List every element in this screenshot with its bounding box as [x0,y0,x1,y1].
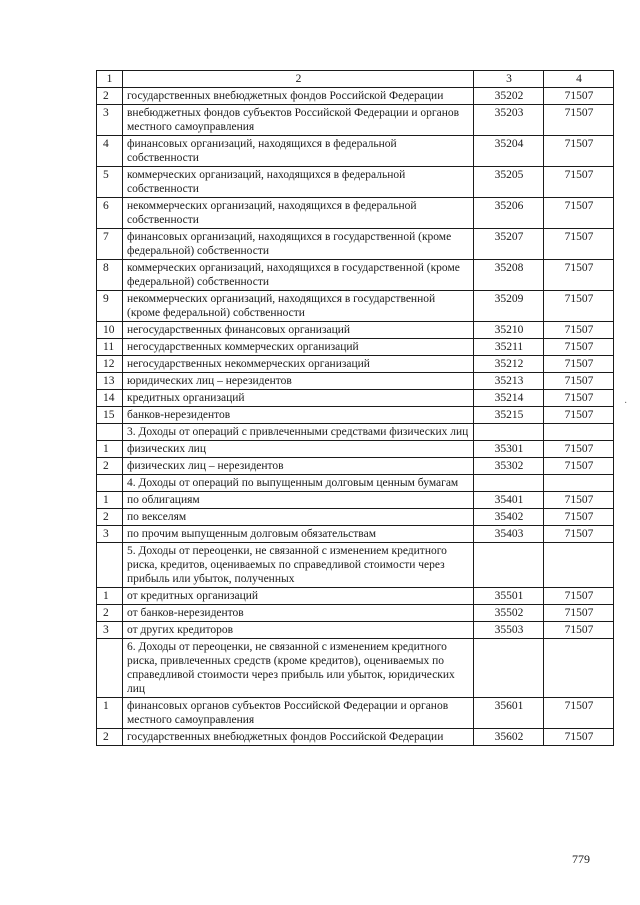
accounts-table-body [97,71,614,746]
row-account: 71507 [544,198,614,229]
row-description: по прочим выпущенным долговым обязательствам [123,526,474,543]
row-code: 35601 [474,698,544,729]
row-number: 10 [97,322,123,339]
row-description: 6. Доходы от переоценки, не связанной с изменением кредитного риска, привлеченных средств (кроме кредитов), оцениваемых по справедливой стоимости через прибыль или убыток, юридических лиц [123,639,474,698]
row-code [474,475,544,492]
row-code: 35401 [474,492,544,509]
row-number: 3 [97,622,123,639]
row-number: 1 [97,441,123,458]
row-number: 11 [97,339,123,356]
header-col-1: 1 [97,71,123,88]
row-account: 71507 [544,88,614,105]
table-row [97,441,614,458]
row-description: физических лиц – нерезидентов [123,458,474,475]
row-description: финансовых организаций, находящихся в федеральной собственности [123,136,474,167]
row-code [474,543,544,588]
row-number: 15 [97,407,123,424]
row-number: 1 [97,588,123,605]
row-code: 35215 [474,407,544,424]
row-account: 71507 [544,526,614,543]
row-description: 5. Доходы от переоценки, не связанной с изменением кредитного риска, кредитов, оцениваемых по справедливой стоимости через прибыль или убыток, полученных [123,543,474,588]
row-number: 14 [97,390,123,407]
row-description: кредитных организаций [123,390,474,407]
table-row [97,260,614,291]
row-number: 12 [97,356,123,373]
row-description: по облигациям [123,492,474,509]
table-row [97,622,614,639]
row-account: 71507 [544,441,614,458]
row-number [97,475,123,492]
row-code: 35403 [474,526,544,543]
section-heading-row [97,639,614,698]
table-row [97,492,614,509]
row-account: 71507 [544,229,614,260]
row-code: 35213 [474,373,544,390]
row-account: 71507 [544,390,614,407]
row-number: 3 [97,105,123,136]
row-code: 35602 [474,729,544,746]
row-account: 71507 [544,407,614,424]
row-description: от других кредиторов [123,622,474,639]
row-code: 35209 [474,291,544,322]
row-account [544,475,614,492]
row-account: 71507 [544,105,614,136]
row-code: 35204 [474,136,544,167]
row-number: 7 [97,229,123,260]
table-row [97,698,614,729]
row-description: коммерческих организаций, находящихся в федеральной собственности [123,167,474,198]
row-code: 35301 [474,441,544,458]
table-row [97,509,614,526]
row-description: коммерческих организаций, находящихся в государственной (кроме федеральной) собственности [123,260,474,291]
row-description: некоммерческих организаций, находящихся в федеральной собственности [123,198,474,229]
table-row [97,339,614,356]
table-row [97,291,614,322]
row-number: 9 [97,291,123,322]
section-heading-row [97,475,614,492]
table-row [97,526,614,543]
row-description: негосударственных финансовых организаций [123,322,474,339]
row-account: 71507 [544,492,614,509]
row-number: 6 [97,198,123,229]
row-number: 8 [97,260,123,291]
row-description: 4. Доходы от операций по выпущенным долговым ценным бумагам [123,475,474,492]
row-number: 3 [97,526,123,543]
table-row [97,88,614,105]
row-code: 35207 [474,229,544,260]
table-row [97,322,614,339]
row-number: 2 [97,509,123,526]
row-description: 3. Доходы от операций с привлеченными средствами физических лиц [123,424,474,441]
row-number [97,424,123,441]
row-account: 71507 [544,698,614,729]
row-description: по векселям [123,509,474,526]
row-account [544,543,614,588]
row-code: 35206 [474,198,544,229]
row-description: от банков-нерезидентов [123,605,474,622]
row-description: финансовых организаций, находящихся в государственной (кроме федеральной) собственности [123,229,474,260]
accounts-table [96,70,614,746]
row-account: 71507 [544,622,614,639]
row-number: 2 [97,458,123,475]
row-description: от кредитных организаций [123,588,474,605]
row-description: государственных внебюджетных фондов Российской Федерации [123,729,474,746]
row-number: 1 [97,698,123,729]
row-code: 35202 [474,88,544,105]
table-row [97,136,614,167]
row-code [474,639,544,698]
row-account: 71507 [544,356,614,373]
row-number: 4 [97,136,123,167]
table-row [97,229,614,260]
section-heading-row [97,424,614,441]
row-description: финансовых органов субъектов Российской Федерации и органов местного самоуправления [123,698,474,729]
row-code: 35214 [474,390,544,407]
header-row [97,71,614,88]
header-col-2: 2 [123,71,474,88]
row-description: внебюджетных фондов субъектов Российской Федерации и органов местного самоуправления [123,105,474,136]
row-account: 71507 [544,339,614,356]
row-account: 71507 [544,260,614,291]
row-code: 35211 [474,339,544,356]
row-account: 71507 [544,291,614,322]
row-account: 71507 [544,588,614,605]
row-code: 35402 [474,509,544,526]
row-code: 35208 [474,260,544,291]
row-number: 2 [97,605,123,622]
row-description: юридических лиц – нерезидентов [123,373,474,390]
row-account: 71507 [544,322,614,339]
row-account: 71507 [544,136,614,167]
table-row [97,390,614,407]
row-description: негосударственных некоммерческих организаций [123,356,474,373]
table-row [97,356,614,373]
row-account [544,424,614,441]
row-account: 71507 [544,458,614,475]
row-code: 35205 [474,167,544,198]
row-account: 71507 [544,605,614,622]
row-number: 5 [97,167,123,198]
row-account [544,639,614,698]
row-description: государственных внебюджетных фондов Российской Федерации [123,88,474,105]
table-row [97,605,614,622]
section-heading-row [97,543,614,588]
margin-mark: · [624,398,628,409]
header-col-3: 3 [474,71,544,88]
table-row [97,588,614,605]
table-row [97,105,614,136]
row-code: 35302 [474,458,544,475]
table-row [97,373,614,390]
row-description: негосударственных коммерческих организаций [123,339,474,356]
table-row [97,198,614,229]
row-code: 35210 [474,322,544,339]
row-number: 13 [97,373,123,390]
row-number [97,639,123,698]
row-number: 2 [97,88,123,105]
row-code: 35501 [474,588,544,605]
header-col-4: 4 [544,71,614,88]
row-code: 35203 [474,105,544,136]
table-row [97,458,614,475]
row-account: 71507 [544,373,614,390]
row-code [474,424,544,441]
table-row [97,407,614,424]
row-number: 1 [97,492,123,509]
row-account: 71507 [544,167,614,198]
page-number: 779 [572,852,590,866]
row-code: 35212 [474,356,544,373]
row-code: 35502 [474,605,544,622]
row-number [97,543,123,588]
row-account: 71507 [544,729,614,746]
table-row [97,729,614,746]
row-description: некоммерческих организаций, находящихся в государственной (кроме федеральной) собственности [123,291,474,322]
row-description: физических лиц [123,441,474,458]
row-account: 71507 [544,509,614,526]
table-row [97,167,614,198]
row-number: 2 [97,729,123,746]
row-description: банков-нерезидентов [123,407,474,424]
row-code: 35503 [474,622,544,639]
